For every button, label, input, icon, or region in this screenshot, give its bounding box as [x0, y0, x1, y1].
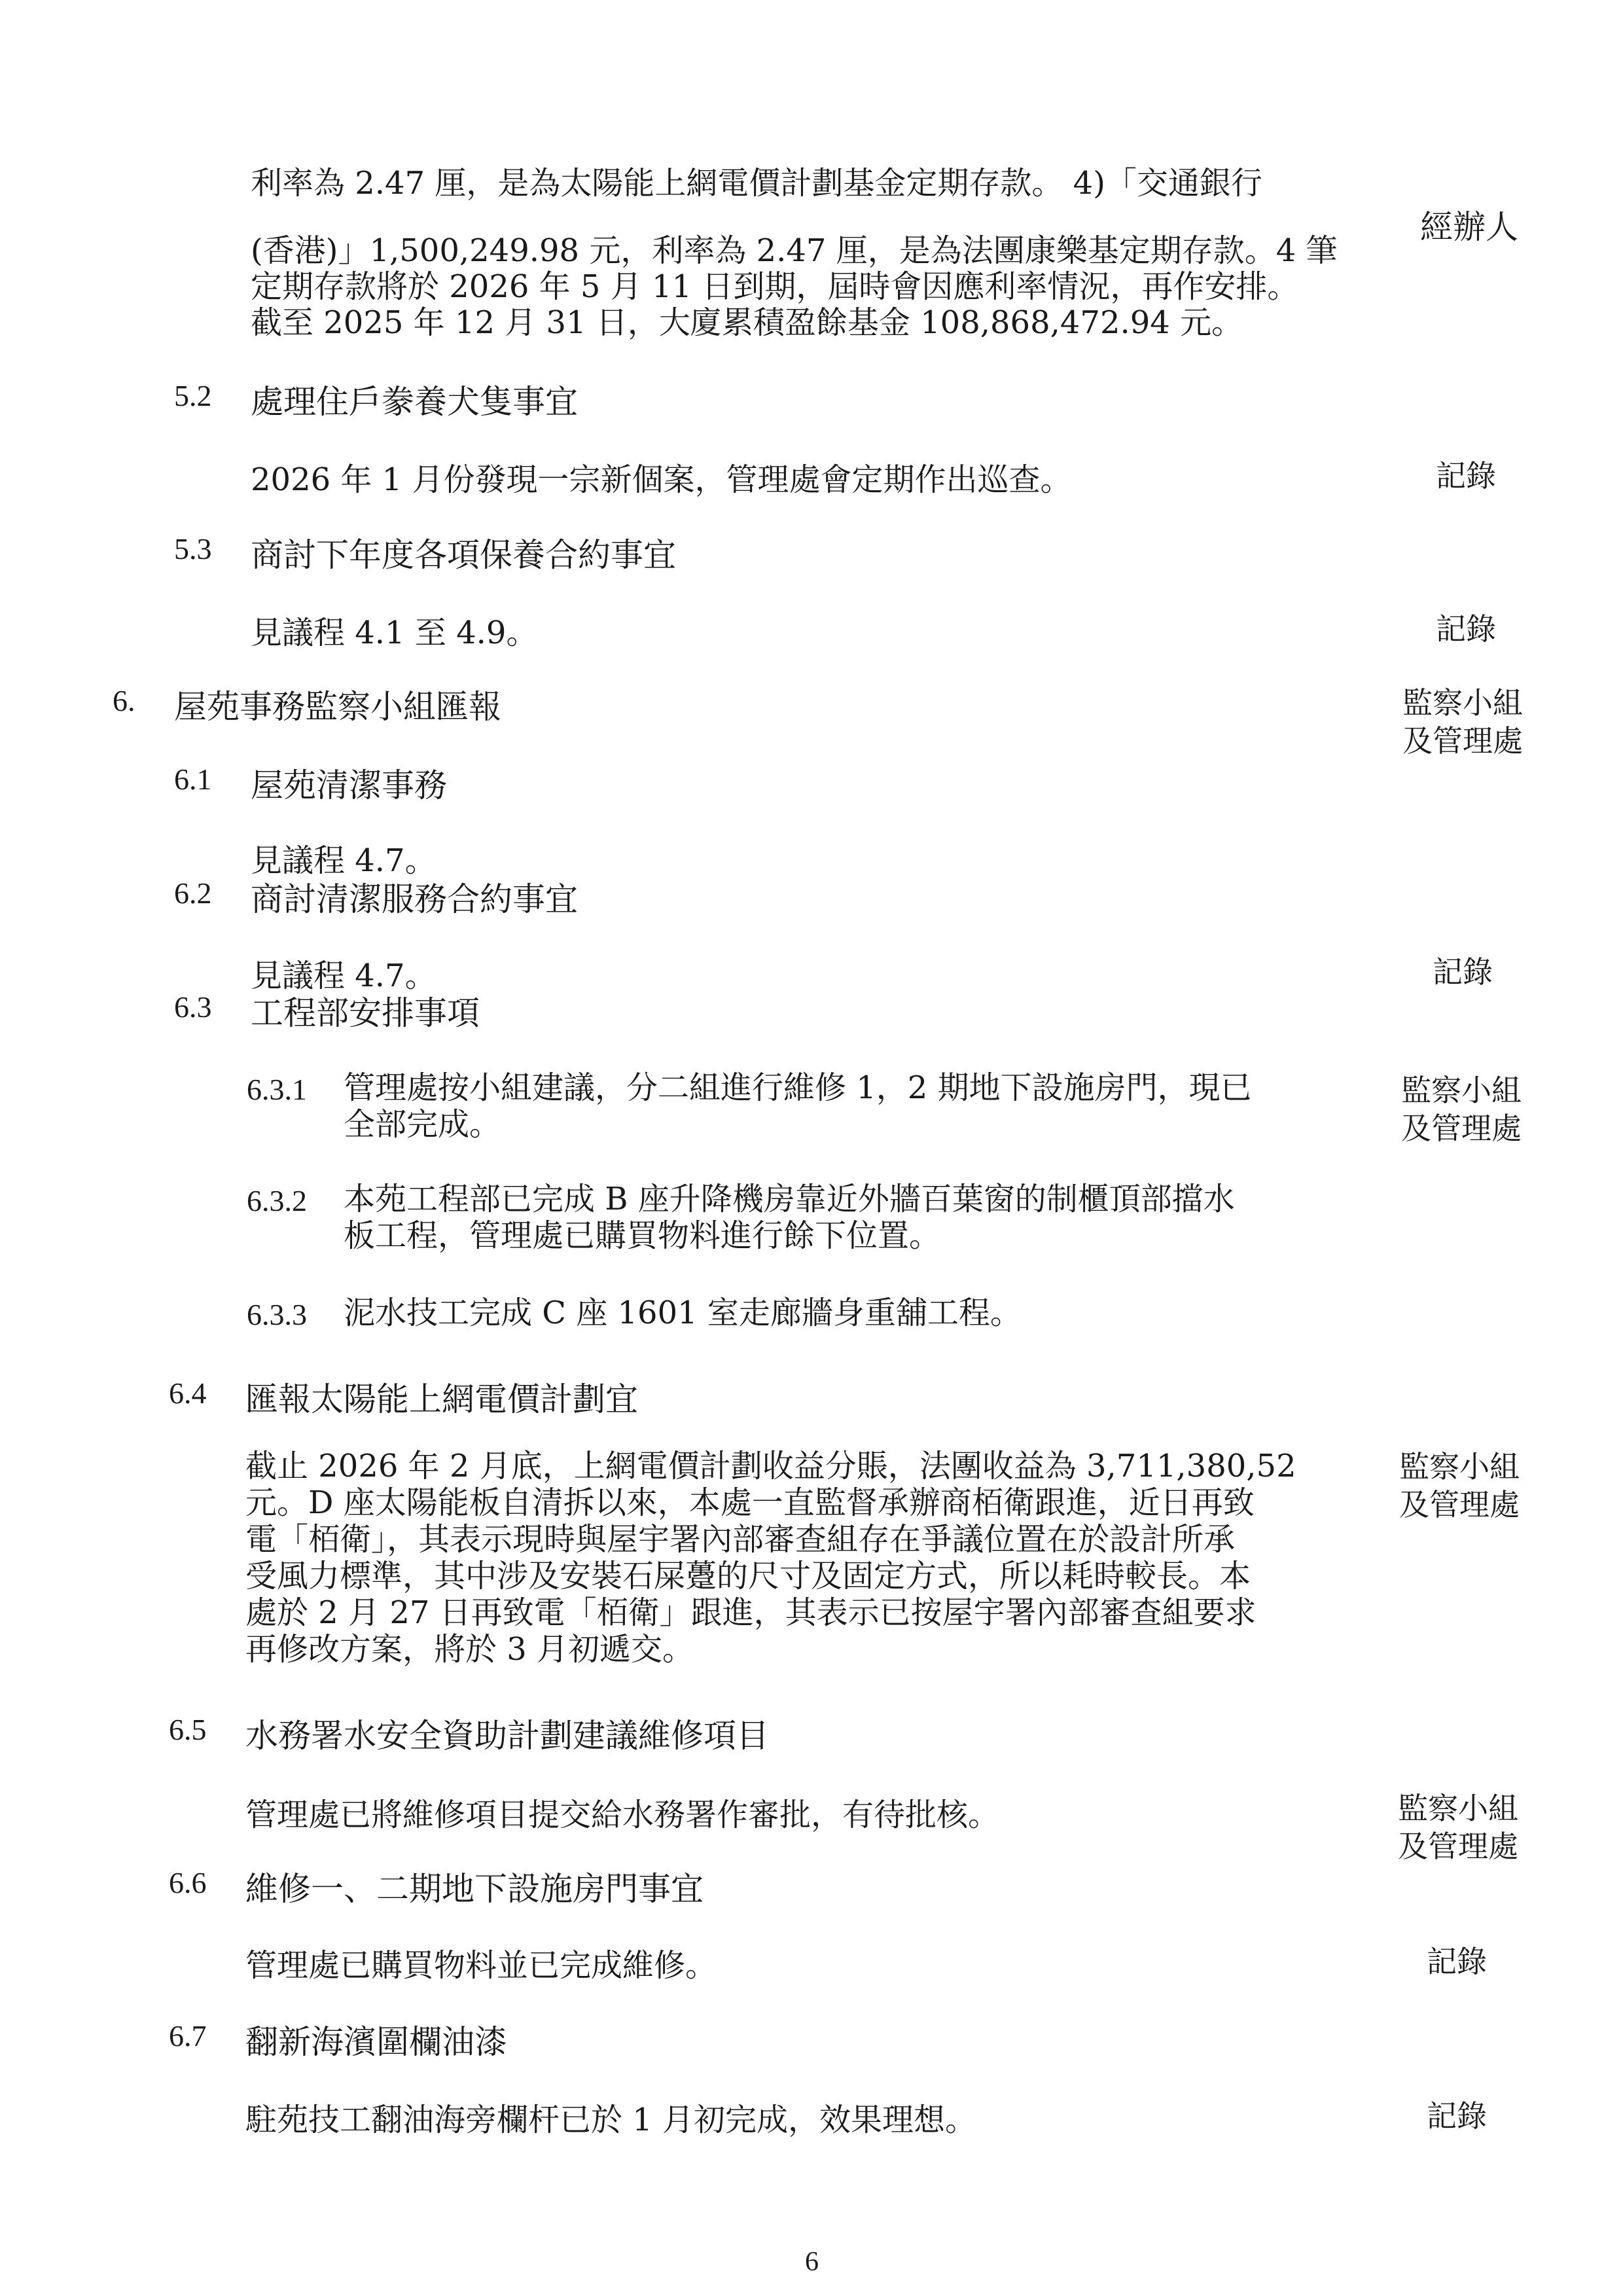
paragraph-line: 截至 2025 年 12 月 31 日，大廈累積盈餘基金 108,868,472.94 元。: [251, 304, 1243, 341]
section-body: 2026 年 1 月份發現一宗新個案，管理處會定期作出巡查。: [251, 461, 1072, 498]
section-body: 駐苑技工翻油海旁欄杆已於 1 月初完成，效果理想。: [245, 2102, 977, 2138]
section-title: 水務署水安全資助計劃建議維修項目: [245, 1717, 769, 1755]
section-body: 見議程 4.7。: [251, 958, 437, 994]
paragraph-line: 處於 2 月 27 日再致電「栢衛」跟進，其表示已按屋宇署內部審查組要求: [245, 1594, 1257, 1631]
item-number: 6.3.3: [247, 1298, 307, 1331]
section-body: 見議程 4.7。: [251, 842, 437, 879]
item-text: 管理處按小組建議，分二組進行維修 1，2 期地下設施房門，現已: [344, 1069, 1252, 1106]
paragraph-line: 定期存款將於 2026 年 5 月 11 日到期，屆時會因應利率情況，再作安排。: [251, 268, 1299, 305]
section-title: 處理住戶豢養犬隻事宜: [251, 383, 578, 421]
section-number: 6.3: [174, 990, 212, 1024]
section-title: 屋苑事務監察小組匯報: [174, 688, 501, 726]
section-title: 商討清潔服務合約事宜: [251, 880, 578, 918]
action-owner: 記錄: [1433, 954, 1493, 990]
item-text: 泥水技工完成 C 座 1601 室走廊牆身重舖工程。: [344, 1295, 1022, 1331]
section-title: 維修一、二期地下設施房門事宜: [245, 1870, 704, 1908]
paragraph-line: 受風力標準，其中涉及安裝石屎躉的尺寸及固定方式，所以耗時較長。本: [245, 1558, 1251, 1594]
action-owner: 監察小組: [1401, 1073, 1522, 1108]
section-number: 5.3: [174, 532, 212, 565]
section-number: 6.1: [174, 762, 212, 796]
paragraph-line: 再修改方案，將於 3 月初遞交。: [245, 1631, 694, 1668]
section-number: 6.: [113, 684, 135, 717]
paragraph-line: 電「栢衛」，其表示現時與屋宇署內部審查組存在爭議位置在於設計所承: [245, 1521, 1236, 1558]
section-number: 5.2: [174, 379, 212, 412]
item-text: 板工程，管理處已購買物料進行餘下位置。: [344, 1217, 941, 1254]
section-number: 6.5: [169, 1713, 207, 1746]
paragraph-line: 元。D 座太陽能板自清拆以來，本處一直監督承辦商栢衛跟進，近日再致: [245, 1484, 1255, 1521]
section-body: 管理處已將維修項目提交給水務署作審批，有待批核。: [245, 1797, 1000, 1833]
section-number: 6.4: [169, 1376, 207, 1410]
section-title: 工程部安排事項: [251, 994, 480, 1032]
action-owner: 及管理處: [1398, 1829, 1518, 1864]
action-owner: 監察小組: [1402, 685, 1523, 721]
section-body: 管理處已購買物料並已完成維修。: [245, 1947, 717, 1984]
action-owner: 監察小組: [1399, 1449, 1520, 1484]
item-number: 6.3.1: [247, 1073, 307, 1106]
action-owner: 記錄: [1427, 1944, 1487, 1979]
action-owner: 記錄: [1436, 458, 1496, 493]
section-number: 6.6: [169, 1866, 207, 1899]
responsible-column-header: 經辦人: [1420, 208, 1518, 246]
section-title: 匯報太陽能上網電價計劃宜: [245, 1380, 638, 1418]
section-title: 屋苑清潔事務: [251, 766, 447, 804]
action-owner: 及管理處: [1401, 1111, 1522, 1146]
section-number: 6.7: [169, 2019, 207, 2053]
section-title: 商討下年度各項保養合約事宜: [251, 536, 676, 574]
section-title: 翻新海濱圍欄油漆: [245, 2023, 507, 2061]
action-owner: 及管理處: [1402, 723, 1523, 759]
action-owner: 及管理處: [1399, 1487, 1520, 1522]
action-owner: 記錄: [1427, 2098, 1487, 2134]
action-owner: 監察小組: [1398, 1791, 1518, 1826]
paragraph-line: 利率為 2.47 厘，是為太陽能上網電價計劃基金定期存款。 4)「交通銀行: [251, 165, 1262, 202]
item-text: 全部完成。: [344, 1106, 501, 1143]
section-body: 見議程 4.1 至 4.9。: [251, 615, 538, 651]
item-number: 6.3.2: [247, 1184, 307, 1217]
paragraph-line: 截止 2026 年 2 月底，上網電價計劃收益分賬，法團收益為 3,711,380,52: [245, 1448, 1296, 1484]
item-text: 本苑工程部已完成 B 座升降機房靠近外牆百葉窗的制櫃頂部擋水: [344, 1181, 1235, 1217]
page-number: 6: [805, 2247, 819, 2277]
action-owner: 記錄: [1436, 611, 1496, 647]
paragraph-line: (香港)」1,500,249.98 元，利率為 2.47 厘，是為法團康樂基定期存款。4 筆: [251, 232, 1338, 269]
section-number: 6.2: [174, 876, 212, 910]
